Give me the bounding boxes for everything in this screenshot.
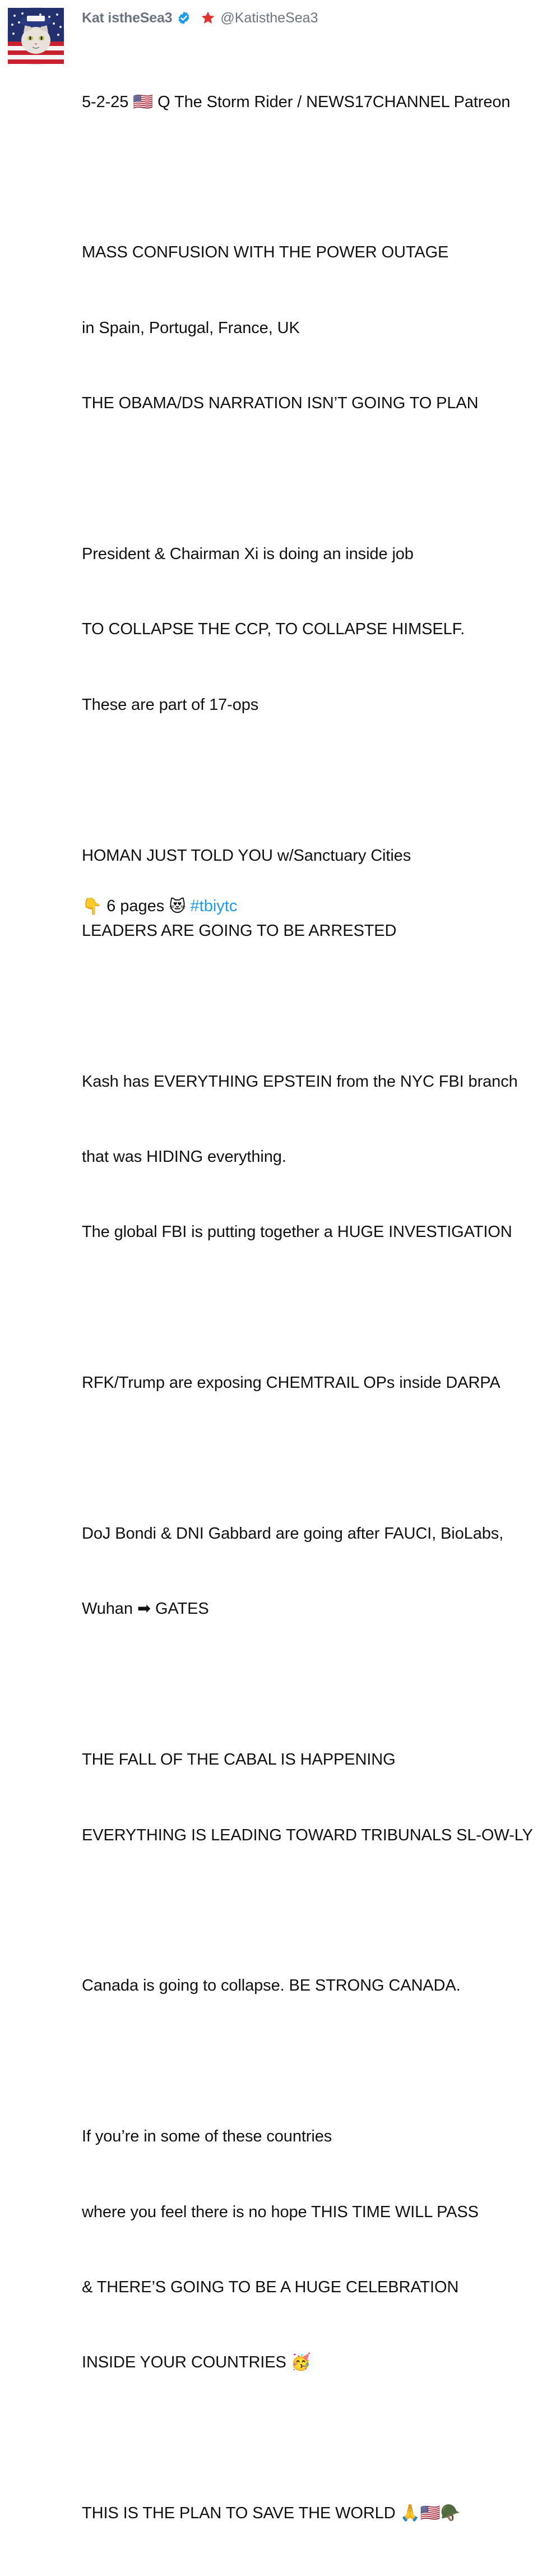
post-body	[82, 39, 550, 2576]
verified-badge-icon	[177, 11, 191, 25]
post-line: If you’re in some of these countries	[82, 2127, 332, 2146]
post-line: TO COLLAPSE THE CCP, TO COLLAPSE HIMSELF.	[82, 620, 465, 639]
post-line	[82, 1446, 550, 1471]
post-line: 5-2-25 🇺🇸 Q The Storm Rider / NEWS17CHANNEL Patreon	[82, 93, 511, 111]
post-line: RFK/Trump are exposing CHEMTRAIL OPs inside DARPA	[82, 1374, 501, 1392]
post-line: Canada is going to collapse. BE STRONG CANADA.	[82, 1977, 461, 1995]
post-line	[82, 467, 550, 492]
post-line: President & Chairman Xi is doing an inside job	[82, 544, 414, 563]
post-line	[82, 165, 550, 190]
heart-eyes-cat-icon: 😻	[169, 897, 186, 916]
post-line	[82, 994, 550, 1019]
post-line: DoJ Bondi & DNI Gabbard are going after FAUCI, BioLabs,	[82, 1525, 504, 1543]
post-line: EVERYTHING IS LEADING TOWARD TRIBUNALS SL-OW-LY	[82, 1826, 533, 1844]
user-avatar[interactable]	[7, 7, 65, 65]
user-handle[interactable]: @KatistheSea3	[220, 10, 318, 26]
pointing-down-icon: 👇	[82, 896, 103, 916]
post-line: LEADERS ARE GOING TO BE ARRESTED	[82, 921, 397, 940]
post-line: & THERE’S GOING TO BE A HUGE CELEBRATION	[82, 2278, 459, 2296]
post-line: Kash has EVERYTHING EPSTEIN from the NYC FBI branch	[82, 1072, 518, 1091]
display-name[interactable]: Kat istheSea3	[82, 10, 173, 26]
post-line: THE OBAMA/DS NARRATION ISN’T GOING TO PLAN	[82, 394, 479, 413]
post-line: The global FBI is putting together a HUGE INVESTIGATION	[82, 1223, 512, 1241]
hashtag-link[interactable]: #tbiytc	[190, 897, 238, 915]
post-footer	[82, 894, 237, 918]
post-line: Wuhan ➡ GATES	[82, 1600, 209, 1618]
red-star-icon	[200, 10, 216, 26]
cat-avatar-icon	[8, 8, 64, 64]
post-line: in Spain, Portugal, France, UK	[82, 318, 300, 337]
post-line: MASS CONFUSION WITH THE POWER OUTAGE	[82, 243, 449, 262]
post-header	[82, 8, 318, 28]
post-line	[82, 768, 550, 793]
post-line: that was HIDING everything.	[82, 1148, 286, 1166]
post-line: THIS IS THE PLAN TO SAVE THE WORLD 🙏🇺🇸🪖	[82, 2504, 461, 2523]
post-line	[82, 1672, 550, 1697]
post-line	[82, 2049, 550, 2074]
post-line: HOMAN JUST TOLD YOU w/Sanctuary Cities	[82, 846, 411, 865]
post-line	[82, 2426, 550, 2451]
post-line: These are part of 17-ops	[82, 695, 259, 714]
pages-count: 6 pages	[106, 897, 165, 915]
post-line: THE FALL OF THE CABAL IS HAPPENING	[82, 1751, 396, 1769]
post-line: where you feel there is no hope THIS TIME WILL PASS	[82, 2203, 479, 2221]
post-line	[82, 1295, 550, 1321]
post-line	[82, 1898, 550, 1923]
post-line: INSIDE YOUR COUNTRIES 🥳	[82, 2353, 311, 2372]
